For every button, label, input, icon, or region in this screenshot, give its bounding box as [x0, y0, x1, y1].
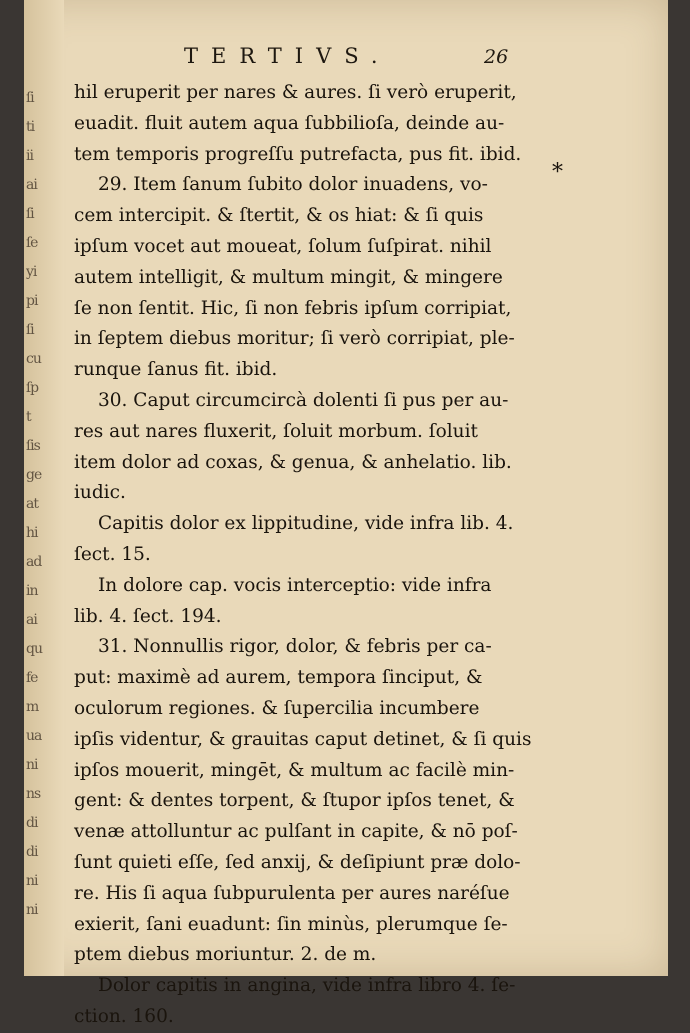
- text-line: euadit. fluit autem aqua ſubbilioſa, deinde au-: [74, 112, 505, 134]
- margin-fragment: m: [26, 699, 39, 715]
- text-line: 29. Item ſanum ſubito dolor inuadens, vo-: [98, 174, 488, 196]
- text-line: tem temporis progreſſu putrefacta, pus fit. ibid.: [74, 143, 522, 165]
- margin-fragment: ſis: [26, 438, 40, 454]
- text-line: re. His ſi aqua ſubpurulenta per aures naréſue: [74, 882, 510, 904]
- page-number: 26: [484, 46, 509, 68]
- text-line: ction. 160.: [74, 1005, 174, 1027]
- text-line: 31. Nonnullis rigor, dolor, & febris per ca-: [98, 636, 492, 658]
- margin-fragment: yi: [26, 264, 37, 280]
- text-line: ſunt quieti eſſe, ſed anxij, & deſipiunt præ dolo-: [74, 851, 521, 873]
- margin-fragment: pi: [26, 293, 38, 309]
- text-line: ſe non ſentit. Hic, ſi non febris ipſum corripiat,: [74, 297, 512, 319]
- text-line: res aut nares fluxerit, ſoluit morbum. ſoluit: [74, 420, 478, 442]
- text-line: gent: & dentes torpent, & ſtupor ipſos tenet, &: [74, 790, 515, 812]
- margin-fragment: ſi: [26, 322, 34, 338]
- text-line: ipſum vocet aut moueat, ſolum ſuſpirat. nihil: [74, 235, 492, 257]
- margin-fragment: ni: [26, 757, 38, 773]
- margin-fragment: at: [26, 496, 38, 512]
- text-line: hil eruperit per nares & aures. ſi verò eruperit,: [74, 82, 517, 103]
- text-line: 30. Caput circumcircà dolenti ſi pus per au-: [98, 389, 509, 411]
- text-line: exierit, ſani euadunt: ſin minùs, plerumque ſe-: [74, 913, 508, 935]
- margin-fragment: ſp: [26, 380, 39, 396]
- page-header: [24, 44, 668, 74]
- book-page: [24, 0, 668, 1027]
- margin-fragment: hi: [26, 525, 38, 541]
- margin-fragment: ua: [26, 728, 42, 744]
- text-line: iudic.: [74, 482, 126, 504]
- margin-fragment: cu: [26, 351, 41, 367]
- margin-fragment: ns: [26, 786, 41, 802]
- margin-fragment: ai: [26, 612, 37, 628]
- margin-asterisk: *: [552, 160, 563, 185]
- text-line: ſect. 15.: [74, 543, 151, 565]
- text-line: ipſis videntur, & grauitas caput detinet, & ſi quis: [74, 728, 532, 750]
- margin-fragment: qu: [26, 641, 42, 657]
- text-line: Dolor capitis in angina, vide infra libro 4. ſe-: [98, 975, 516, 997]
- margin-fragment: ni: [26, 902, 38, 918]
- text-line: runque ſanus fit. ibid.: [74, 359, 278, 381]
- body-text: [74, 78, 544, 1033]
- margin-fragment: ai: [26, 177, 37, 193]
- text-line: cem intercipit. & ſtertit, & os hiat: & ſi quis: [74, 205, 484, 227]
- text-line: oculorum regiones. & ſupercilia incumbere: [74, 697, 480, 719]
- margin-fragment: t: [26, 409, 31, 425]
- text-line: autem intelligit, & multum mingit, & mingere: [74, 266, 503, 288]
- text-line: put: maximè ad aurem, tempora ſinciput, &: [74, 667, 483, 689]
- text-line: ipſos mouerit, mingēt, & multum ac facilè min-: [74, 759, 515, 781]
- margin-fragment: ti: [26, 119, 35, 135]
- margin-fragment: in: [26, 583, 38, 599]
- text-line: Capitis dolor ex lippitudine, vide infra lib. 4.: [98, 513, 514, 535]
- margin-fragment: di: [26, 844, 38, 860]
- margin-fragment: di: [26, 815, 38, 831]
- margin-fragment: ni: [26, 873, 38, 889]
- margin-fragment: ſe: [26, 235, 38, 251]
- text-line: ptem diebus moriuntur. 2. de m.: [74, 944, 377, 966]
- left-gutter: [24, 0, 64, 976]
- margin-fragment: ſi: [26, 90, 34, 106]
- margin-fragment: ii: [26, 148, 33, 164]
- margin-fragment: ge: [26, 467, 42, 483]
- running-head: TERTIVS.: [184, 44, 391, 68]
- margin-fragment: ad: [26, 554, 42, 570]
- text-line: item dolor ad coxas, & genua, & anhelatio. lib.: [74, 451, 512, 473]
- text-line: in ſeptem diebus moritur; ſi verò corripiat, ple-: [74, 328, 515, 350]
- text-line: lib. 4. ſect. 194.: [74, 605, 222, 627]
- margin-fragment: fe: [26, 670, 38, 686]
- margin-fragment: ſi: [26, 206, 34, 222]
- text-line: In dolore cap. vocis interceptio: vide infra: [98, 574, 492, 596]
- text-line: venæ attolluntur ac pulſant in capite, & nō poſ-: [74, 821, 518, 843]
